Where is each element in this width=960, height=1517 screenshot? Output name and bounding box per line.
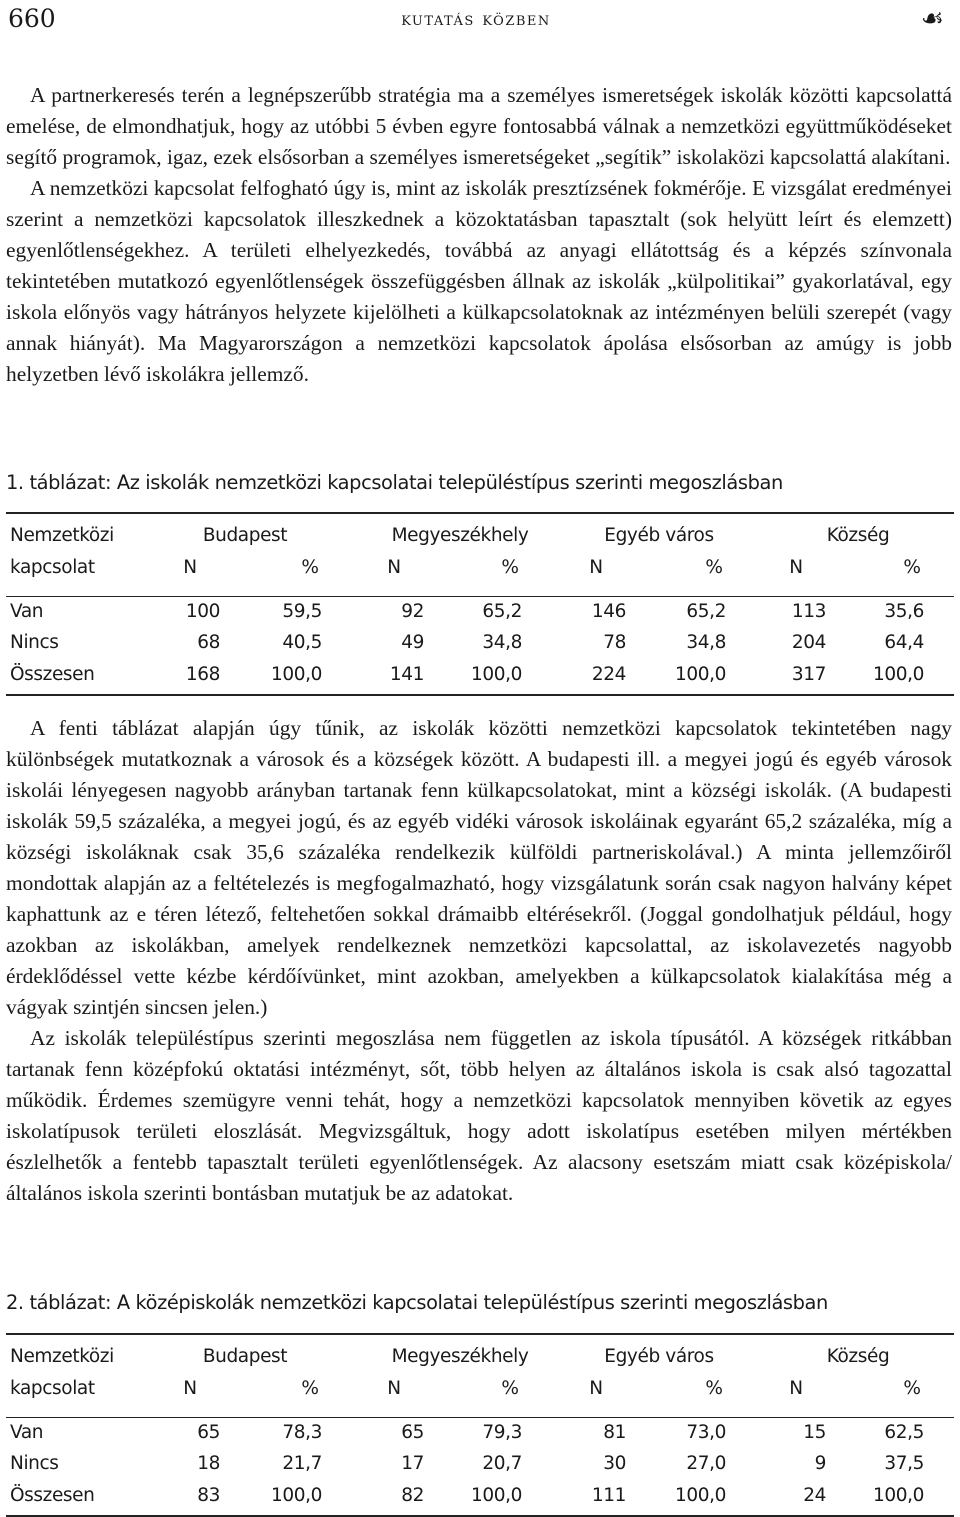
table-bottom-rule xyxy=(6,694,954,696)
table-cell: 78,3 xyxy=(282,1422,322,1443)
table-cell: 40,5 xyxy=(282,632,322,653)
row-header-label: Nemzetközi xyxy=(10,1346,114,1367)
table-header-rule xyxy=(6,1417,954,1418)
column-group-header: Megyeszékhely xyxy=(391,1346,529,1367)
table-cell: 64,4 xyxy=(884,632,924,653)
table-cell: 81 xyxy=(603,1422,626,1443)
table-cell: 92 xyxy=(401,601,424,622)
row-header-label: Nemzetközi xyxy=(10,525,114,546)
table-cell: 27,0 xyxy=(686,1453,726,1474)
column-subheader: N xyxy=(183,557,197,578)
row-label: Összesen xyxy=(10,664,95,685)
running-title: kutatás közben xyxy=(401,8,551,30)
table-cell: 100,0 xyxy=(471,1485,522,1506)
table-cell: 37,5 xyxy=(884,1453,924,1474)
column-subheader: N xyxy=(789,1378,803,1399)
table-cell: 317 xyxy=(791,664,826,685)
table-cell: 100,0 xyxy=(271,1485,322,1506)
column-subheader: % xyxy=(301,1378,319,1399)
table-cell: 204 xyxy=(791,632,826,653)
table-cell: 100,0 xyxy=(675,1485,726,1506)
table-cell: 111 xyxy=(591,1485,626,1506)
table-cell: 146 xyxy=(591,601,626,622)
table-cell: 65 xyxy=(197,1422,220,1443)
table-cell: 49 xyxy=(401,632,424,653)
table-cell: 21,7 xyxy=(282,1453,322,1474)
body-text-block-1 xyxy=(6,80,952,390)
page-number: 660 xyxy=(8,4,56,33)
row-label: Van xyxy=(10,1422,44,1443)
column-group-header: Község xyxy=(826,1346,890,1367)
table-cell: 65,2 xyxy=(686,601,726,622)
table-cell: 73,0 xyxy=(686,1422,726,1443)
table-cell: 100,0 xyxy=(675,664,726,685)
table-top-rule xyxy=(6,1333,954,1335)
table-cell: 82 xyxy=(401,1485,424,1506)
table-cell: 9 xyxy=(814,1453,826,1474)
table-cell: 100,0 xyxy=(873,1485,924,1506)
table-1-caption: 1. táblázat: Az iskolák nemzetközi kapcsolatai településtípus szerinti megoszlásban xyxy=(6,471,783,494)
column-subheader: % xyxy=(301,557,319,578)
table-cell: 224 xyxy=(591,664,626,685)
table-2-caption: 2. táblázat: A középiskolák nemzetközi kapcsolatai településtípus szerinti megoszlásban xyxy=(6,1291,828,1314)
table-cell: 59,5 xyxy=(282,601,322,622)
table-cell: 18 xyxy=(197,1453,220,1474)
row-label: Nincs xyxy=(10,1453,59,1474)
table-cell: 141 xyxy=(389,664,424,685)
table-cell: 62,5 xyxy=(884,1422,924,1443)
table-cell: 100,0 xyxy=(271,664,322,685)
fleuron-icon: ☙ xyxy=(920,4,944,34)
column-group-header: Megyeszékhely xyxy=(391,525,529,546)
table-cell: 113 xyxy=(791,601,826,622)
table-cell: 65 xyxy=(401,1422,424,1443)
paragraph: Az iskolák településtípus szerinti megoszlása nem független az iskola típusától. A községek ritkábban tartanak fenn középfokú oktatási intézményt, sőt, több helyen az általános iskola is csak alsó tagozattal működik. Érdemes szemügyre venni tehát, hogy a nemzetközi kapcsolatok mennyiben követik az egyes iskolatípusok területi eloszlását. Megvizsgáltuk, hogy adott iskolatípus esetében milyen mértékben észlelhetők a fentebb tapasztalt területi egyenlőtlenségek. Az alacsony esetszám miatt csak középiskola/általános iskola szerinti bontásban mutatjuk be az adatokat. xyxy=(6,1026,952,1205)
table-cell: 34,8 xyxy=(482,632,522,653)
column-subheader: N xyxy=(387,557,401,578)
table-cell: 100,0 xyxy=(873,664,924,685)
table-cell: 17 xyxy=(401,1453,424,1474)
table-top-rule xyxy=(6,512,954,514)
column-subheader: N xyxy=(789,557,803,578)
table-cell: 65,2 xyxy=(482,601,522,622)
column-subheader: % xyxy=(501,557,519,578)
column-group-header: Község xyxy=(826,525,890,546)
body-text-block-2 xyxy=(6,713,952,1209)
table-cell: 15 xyxy=(803,1422,826,1443)
table-header-rule xyxy=(6,596,954,597)
paragraph: A partnerkeresés terén a legnépszerűbb stratégia ma a személyes ismeretségek iskolák közötti kapcsolattá emelése, de elmondhatjuk, hogy az utóbbi 5 évben egyre fontosabbá válnak a nemzetközi együttműködéseket segítő programok, igaz, ezek elsősorban a személyes ismeretségeket „segítik” iskolaközi kapcsolattá alakítani. xyxy=(6,83,952,169)
table-cell: 168 xyxy=(185,664,220,685)
row-label: Nincs xyxy=(10,632,59,653)
column-subheader: N xyxy=(183,1378,197,1399)
table-cell: 20,7 xyxy=(482,1453,522,1474)
column-subheader: N xyxy=(589,1378,603,1399)
column-group-header: Budapest xyxy=(202,1346,288,1367)
table-cell: 34,8 xyxy=(686,632,726,653)
column-group-header: Budapest xyxy=(202,525,288,546)
column-subheader: N xyxy=(387,1378,401,1399)
row-label: Összesen xyxy=(10,1485,95,1506)
table-cell: 30 xyxy=(603,1453,626,1474)
column-subheader: % xyxy=(903,1378,921,1399)
column-group-header: Egyéb város xyxy=(604,1346,714,1367)
column-subheader: % xyxy=(705,557,723,578)
running-header xyxy=(8,2,944,36)
paragraph: A fenti táblázat alapján úgy tűnik, az iskolák közötti nemzetközi kapcsolatok tekintetében nagy különbségek mutatkoznak a városok és a községek között. A budapesti ill. a megyei jogú és egyéb városok iskolái lényegesen nagyobb arányban tartanak fenn külkapcsolatokat, mint a községi iskolák. (A budapesti iskolák 59,5 százaléka, a megyei jogú, és az egyéb vidéki városok iskoláinak egyaránt 65,2 százaléka, míg a községi iskoláknak csak 35,6 százaléka rendelkezik külföldi partneriskolával.) A minta jellemzőiről mondottak alapján az a feltételezés is megfogalmazható, hogy vizsgálatunk során csak nagyon halvány képet kaphattunk az e téren létező, feltehetően sokkal drámaibb eltérésekről. (Joggal gondolhatjuk például, hogy azokban az iskolákban, amelyek rendelkeznek nemzetközi kapcsolattal, az iskolavezetés nagyobb érdeklődéssel vette kézbe kérdőívünket, mint azokban, amelyekben a külkapcsolatok kialakítása még a vágyak szintjén sincsen jelen.) xyxy=(6,716,952,1019)
paragraph: A nemzetközi kapcsolat felfogható úgy is, mint az iskolák presztízsének fokmérője. E vizsgálat eredményei szerint a nemzetközi kapcsolatok illeszkednek a közoktatásban tapasztalt (sok helyütt leírt és elemzett) egyenlőtlenségekhez. A területi elhelyezkedés, továbbá az anyagi ellátottság és a képzés színvonala tekintetében mutatkozó egyenlőtlenségek összefüggésben állnak az iskolák „külpolitikai” gyakorlatával, egy iskola előnyös vagy hátrányos helyzete kijelölheti a külkapcsolatoknak az intézményen belüli szerepét (vagy annak hiányát). Ma Magyarországon a nemzetközi kapcsolatok ápolása elsősorban az amúgy is jobb helyzetben lévő iskolákra jellemző. xyxy=(6,176,952,386)
row-header-label: kapcsolat xyxy=(10,1378,95,1399)
table-cell: 35,6 xyxy=(884,601,924,622)
table-cell: 79,3 xyxy=(482,1422,522,1443)
table-cell: 78 xyxy=(603,632,626,653)
table-cell: 83 xyxy=(197,1485,220,1506)
column-subheader: N xyxy=(589,557,603,578)
row-label: Van xyxy=(10,601,44,622)
table-cell: 100 xyxy=(185,601,220,622)
table-cell: 100,0 xyxy=(471,664,522,685)
column-subheader: % xyxy=(501,1378,519,1399)
column-subheader: % xyxy=(903,557,921,578)
table-cell: 68 xyxy=(197,632,220,653)
column-group-header: Egyéb város xyxy=(604,525,714,546)
column-subheader: % xyxy=(705,1378,723,1399)
table-cell: 24 xyxy=(803,1485,826,1506)
row-header-label: kapcsolat xyxy=(10,557,95,578)
